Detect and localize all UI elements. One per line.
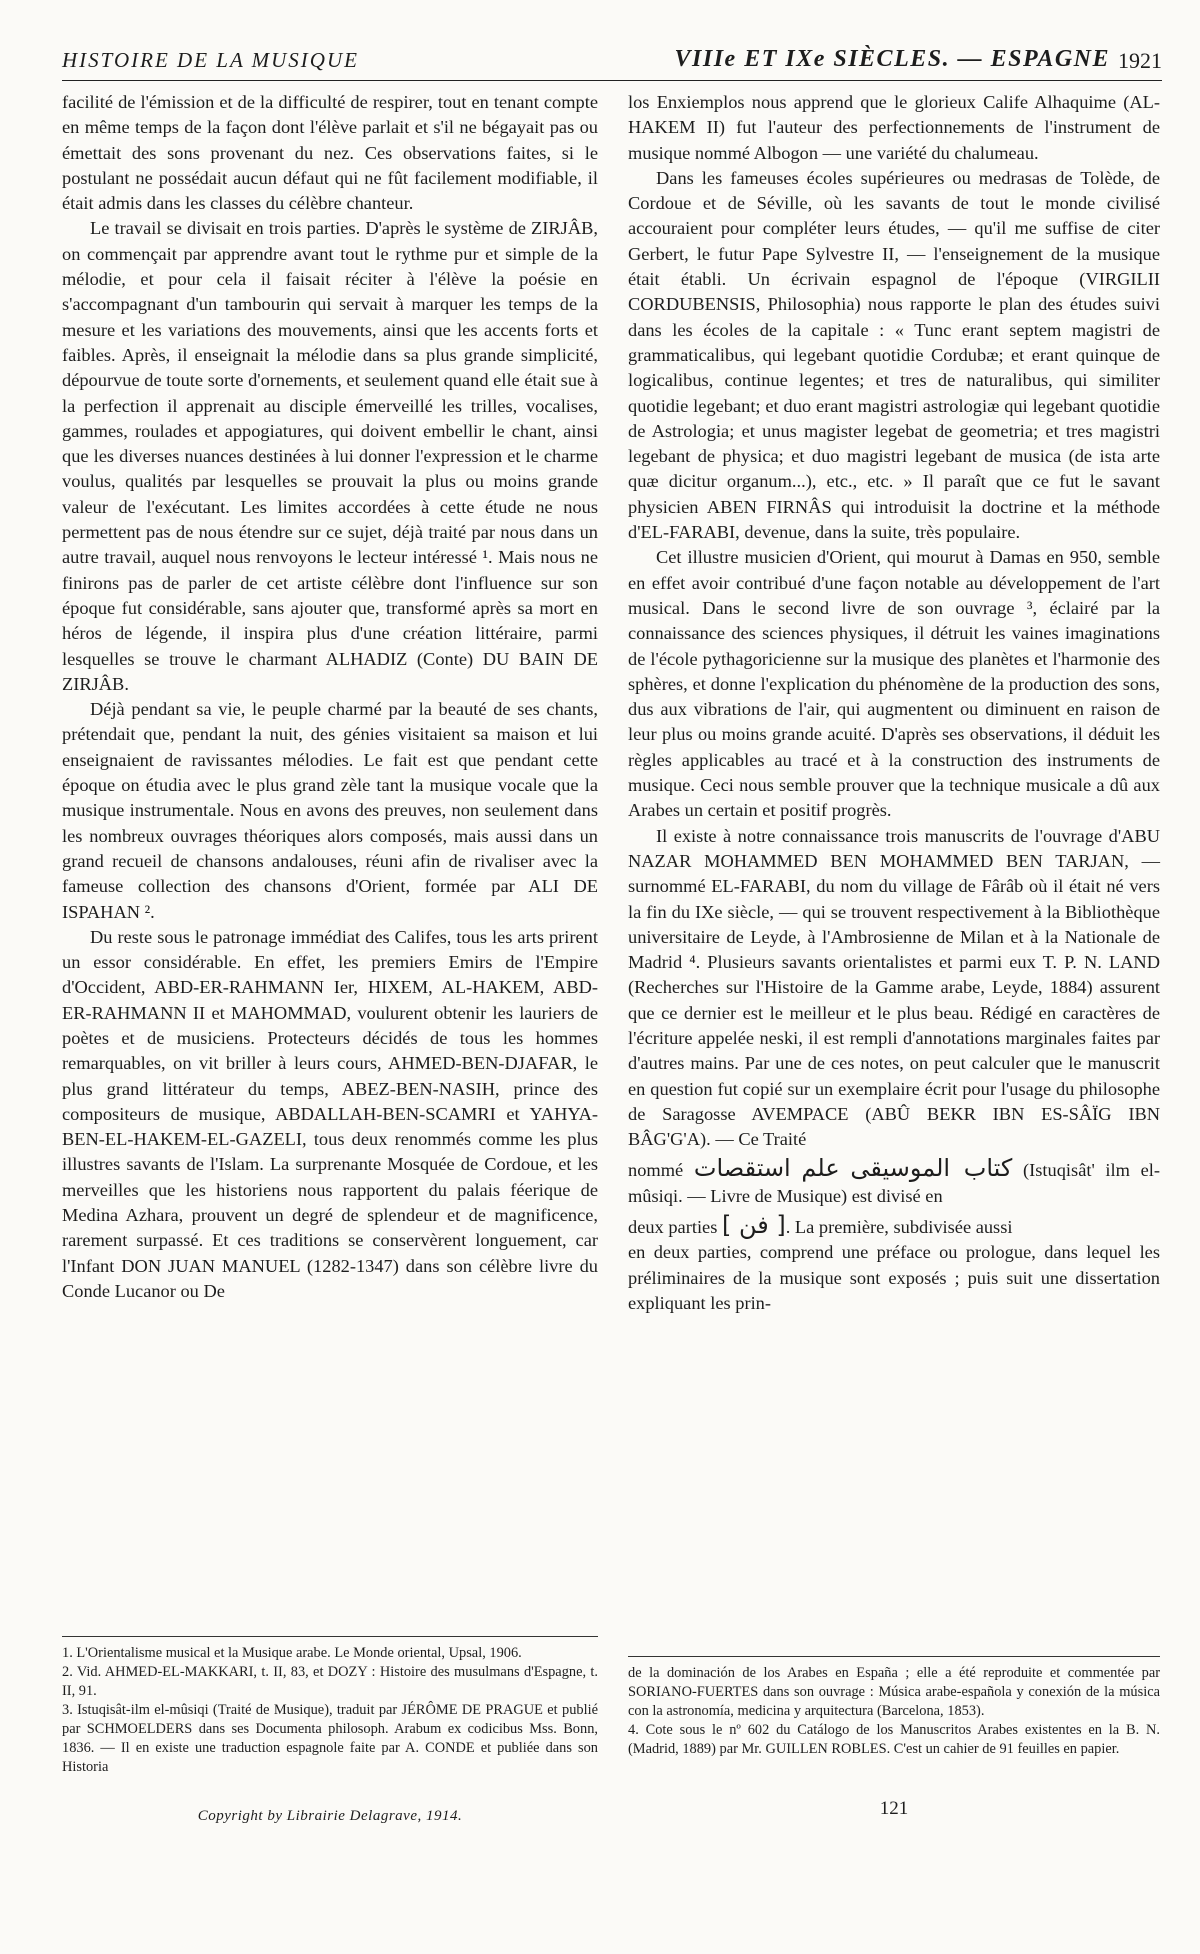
parts-suffix: . La première, subdivisée aussi [785,1217,1013,1238]
footnote-rule-right [628,1656,1160,1657]
copyright-notice: Copyright by Librairie Delagrave, 1914. [197,1808,463,1824]
paragraph: facilité de l'émission et de la difficulté de respirer, tout en tenant compte en même temps de la façon dont l'élève parlait et s'il ne bégayait pas ou émettait des sons provenant du nez. Ces observations faites, si le postulant ne possédait aucun défaut qui ne fût facilement modifiable, il était admis dans les classes du célèbre chanteur. [62,92,598,214]
footnotes-left [62,1644,598,1777]
paragraph: Déjà pendant sa vie, le peuple charmé par la beauté de ses chants, prétendait que, pendant la nuit, des génies visitaient sa maison et lui enseignaient de ravissantes mélodies. Le fait est que pendant cette époque on étudia avec le plus grand zèle tant la musique vocale que la musique instrumentale. Nous en avons des preuves, non seulement dans les nombreux ouvrages théoriques alors composés, mais aussi dans un grand recueil de chansons andalouses, réuni afin de rivaliser avec la fameuse collection des chansons d'Orient, formée par ALI DE ISPAHAN ². [62,699,598,922]
paragraph: Cet illustre musicien d'Orient, qui mourut à Damas en 950, semble en effet avoir contribué d'une façon notable au développement de l'art musical. Dans le second livre de son ouvrage ³, éclairé par la connaissance des sciences physiques, il détruit les vaines imaginations de l'école pythagoricienne sur la musique des planètes et l'harmonie des sphères, et donne l'explication du phénomène de la production des sons, dus aux vibrations de l'air, qui augmentent ou diminuent en raison de leur plus ou moins grande acuité. D'après ses observations, il déduit les règles applicables au tracé et à la construction des instruments de musique. Ceci nous semble prouver que la technique musicale a dû aux Arabes un certain et positif progrès. [628,547,1160,821]
left-column [62,90,598,1304]
paragraph: en deux parties, comprend une préface ou prologue, dans lequel les préliminaires de la musique sont exposés ; puis suit une dissertation expliquant les prin- [628,1242,1160,1313]
folio-number: 121 [879,1798,909,1819]
header-page-number: 1921 [1118,48,1162,73]
running-header [62,46,1162,81]
arabic-title-line [628,1156,1160,1209]
footnote-rule-left [62,1636,598,1637]
footnote: 4. Cote sous le nº 602 du Catálogo de los Manuscritos Arabes existentes en la B. N. (Madrid, 1889) par Mr. GUILLEN ROBLES. C'est un cahier de 91 feuilles en papier. [628,1722,1160,1757]
paragraph: Le travail se divisait en trois parties. D'après le système de ZIRJÂB, on commençait par apprendre avant tout le rythme pur et simple de la mélodie, et pour cela il faisait réciter à l'élève la poésie en s'accompagnant d'un tambourin qui servait à marquer les temps de la mesure et les variations des mouvements, ainsi que les accents forts et faibles. Après, il enseignait la mélodie dans sa plus grande simplicité, dépourvue de toute sorte d'ornements, et seulement quand elle était sue à la perfection il apprenait au disciple émerveillé les trilles, vocalises, gammes, roulades et appogiatures, qui doivent embellir le chant, ainsi que les diverses nuances destinées à lui donner l'expression et le charme voulus, qualités par lesquelles se prouvait la plus ou moins grande valeur de l'exécutant. Les limites accordées à cette étude ne nous permettent pas de nous étendre sur ce sujet, déjà traité par nous dans un autre travail, auquel nous renvoyons le lecteur intéressé ¹. Mais nous ne finirons pas de parler de cet artiste célèbre dont l'influence sur son époque fut considérable, sans ajouter que, transformé après sa mort en héros de légende, il inspira plus d'une création littéraire, parmi lesquelles se trouve le charmant ALHADIZ (Conte) DU BAIN DE ZIRJÂB. [62,218,598,694]
header-left-title: HISTOIRE DE LA MUSIQUE [62,48,359,72]
paragraph: los Enxiemplos nous apprend que le glorieux Calife Alhaquime (AL-HAKEM II) fut l'auteur des perfectionnements de l'instrument de musique nommé Albogon — une variété du chalumeau. [628,92,1160,163]
arabic-title-suffix: (Istuqisât' ilm el-mûsiqi. — Livre de Musique) est divisé en [628,1160,1161,1206]
footnote: 2. Vid. AHMED-EL-MAKKARI, t. II, 83, et DOZY : Histoire des musulmans d'Espagne, t. II, 91. [62,1664,598,1699]
header-right-title: VIIIe ET IXe SIÈCLES. — ESPAGNE [674,46,1110,72]
arabic-word: علم [801,1154,840,1183]
footnote: 1. L'Orientalisme musical et la Musique arabe. Le Monde oriental, Upsal, 1906. [62,1645,522,1661]
parts-line [628,1213,1160,1240]
parts-arabic: [ فن ] [721,1211,786,1240]
parts-prefix: deux parties [628,1217,718,1238]
arabic-title: كتاب الموسيقى [850,1154,1013,1183]
footnote: 3. Istuqisât-ilm el-mûsiqi (Traité de Musique), traduit par JÉRÔME DE PRAGUE et publié par SCHMOELDERS dans ses Documenta philosoph. Arabum ex codicibus Mss. Bonn, 1836. — Il en existe une traduction espagnole faite par A. CONDE et publiée dans son Historia [62,1702,598,1775]
arabic-title-prefix: nommé [628,1160,684,1181]
paragraph: Du reste sous le patronage immédiat des Califes, tous les arts prirent un essor considérable. En effet, les premiers Emirs de l'Empire d'Occident, ABD-ER-RAHMANN Ier, HIXEM, AL-HAKEM, ABD-ER-RAHMANN II et MAHOMMAD, voulurent obtenir les lauriers de poètes et de musiciens. Protecteurs décidés de tous les hommes remarquables, on vit briller à leurs cours, AHMED-BEN-DJAFAR, le plus grand littérateur du temps, ABEZ-BEN-NASIH, prince des compositeurs de musique, ABDALLAH-BEN-SCAMRI et YAHYA-BEN-EL-HAKEM-EL-GAZELI, tous deux renommés comme les plus illustres savants de l'Islam. La surprenante Mosquée de Cordoue, et les merveilles que les historiens nous rapportent du palais féerique de Medina Azhara, prouvent un degré de splendeur et de magnificence, rarement surpassé. Et ces traditions se conservèrent longuement, car l'Infant DON JUAN MANUEL (1282-1347) dans son célèbre livre du Conde Lucanor ou De [62,926,598,1301]
footnotes-right [628,1664,1160,1759]
footnote: de la dominación de los Arabes en España ; elle a été reproduite et commentée par SORIANO-FUERTES dans son ouvrage : Música arabe-española y conexión de la música con la astronomía, medicina y arquitectura (Barcelona, 1853). [628,1665,1160,1719]
right-column [628,90,1160,1316]
arabic-word: استقصات [693,1154,791,1183]
paragraph: Il existe à notre connaissance trois manuscrits de l'ouvrage d'ABU NAZAR MOHAMMED BEN MOHAMMED BEN TARJAN, — surnommé EL-FARABI, du nom du village de Fârâb où il était né vers la fin du IXe siècle, — qui se trouvent respectivement à la Bibliothèque universitaire de Leyde, à l'Ambrosienne de Milan et à la Nationale de Madrid ⁴. Plusieurs savants orientalistes et parmi eux T. P. N. LAND (Recherches sur l'Histoire de la Gamme arabe, Leyde, 1884) assurent que ce dernier est le meilleur et le plus beau. Rédigé en caractères de l'écriture appelée neski, il est rempli d'annotations marginales faites par d'autres mains. Par une de ces notes, on peut calculer que le manuscrit en question fut copié sur un exemplaire écrit pour l'usage du philosophe de Saragosse AVEMPACE (ABÛ BEKR IBN ES-SÂÏG IBN BÂG'G'A). — Ce Traité [628,825,1160,1150]
paragraph: Dans les fameuses écoles supérieures ou medrasas de Tolède, de Cordoue et de Séville, où les savants de tout le monde civilisé accouraient pour compléter leurs études, — qu'il me suffise de citer Gerbert, le futur Pape Sylvestre II, — l'enseignement de la musique était établi. Un écrivain espagnol de l'époque (VIRGILII CORDUBENSIS, Philosophia) nous rapporte le plan des études suivi dans les écoles de la capitale : « Tunc erant septem magistri de grammaticalibus, qui legebant quotidie Cordubæ; et erant quinque de logicalibus, continue legentes; et tres de naturalibus, qui similiter quotidie legebant; et duo erant magistri astrologiæ qui legebant quotidie de Astrologia; et unus magister legebat de geometria; et tres magistri legebant de physica; et duo magistri legebant de musica (de ista arte quæ dicitur organum...), etc., etc. » Il paraît que ce fut le savant physicien ABEN FIRNÂS qui introduisit la doctrine et la méthode d'EL-FARABI, devenue, dans la suite, très populaire. [628,167,1160,543]
